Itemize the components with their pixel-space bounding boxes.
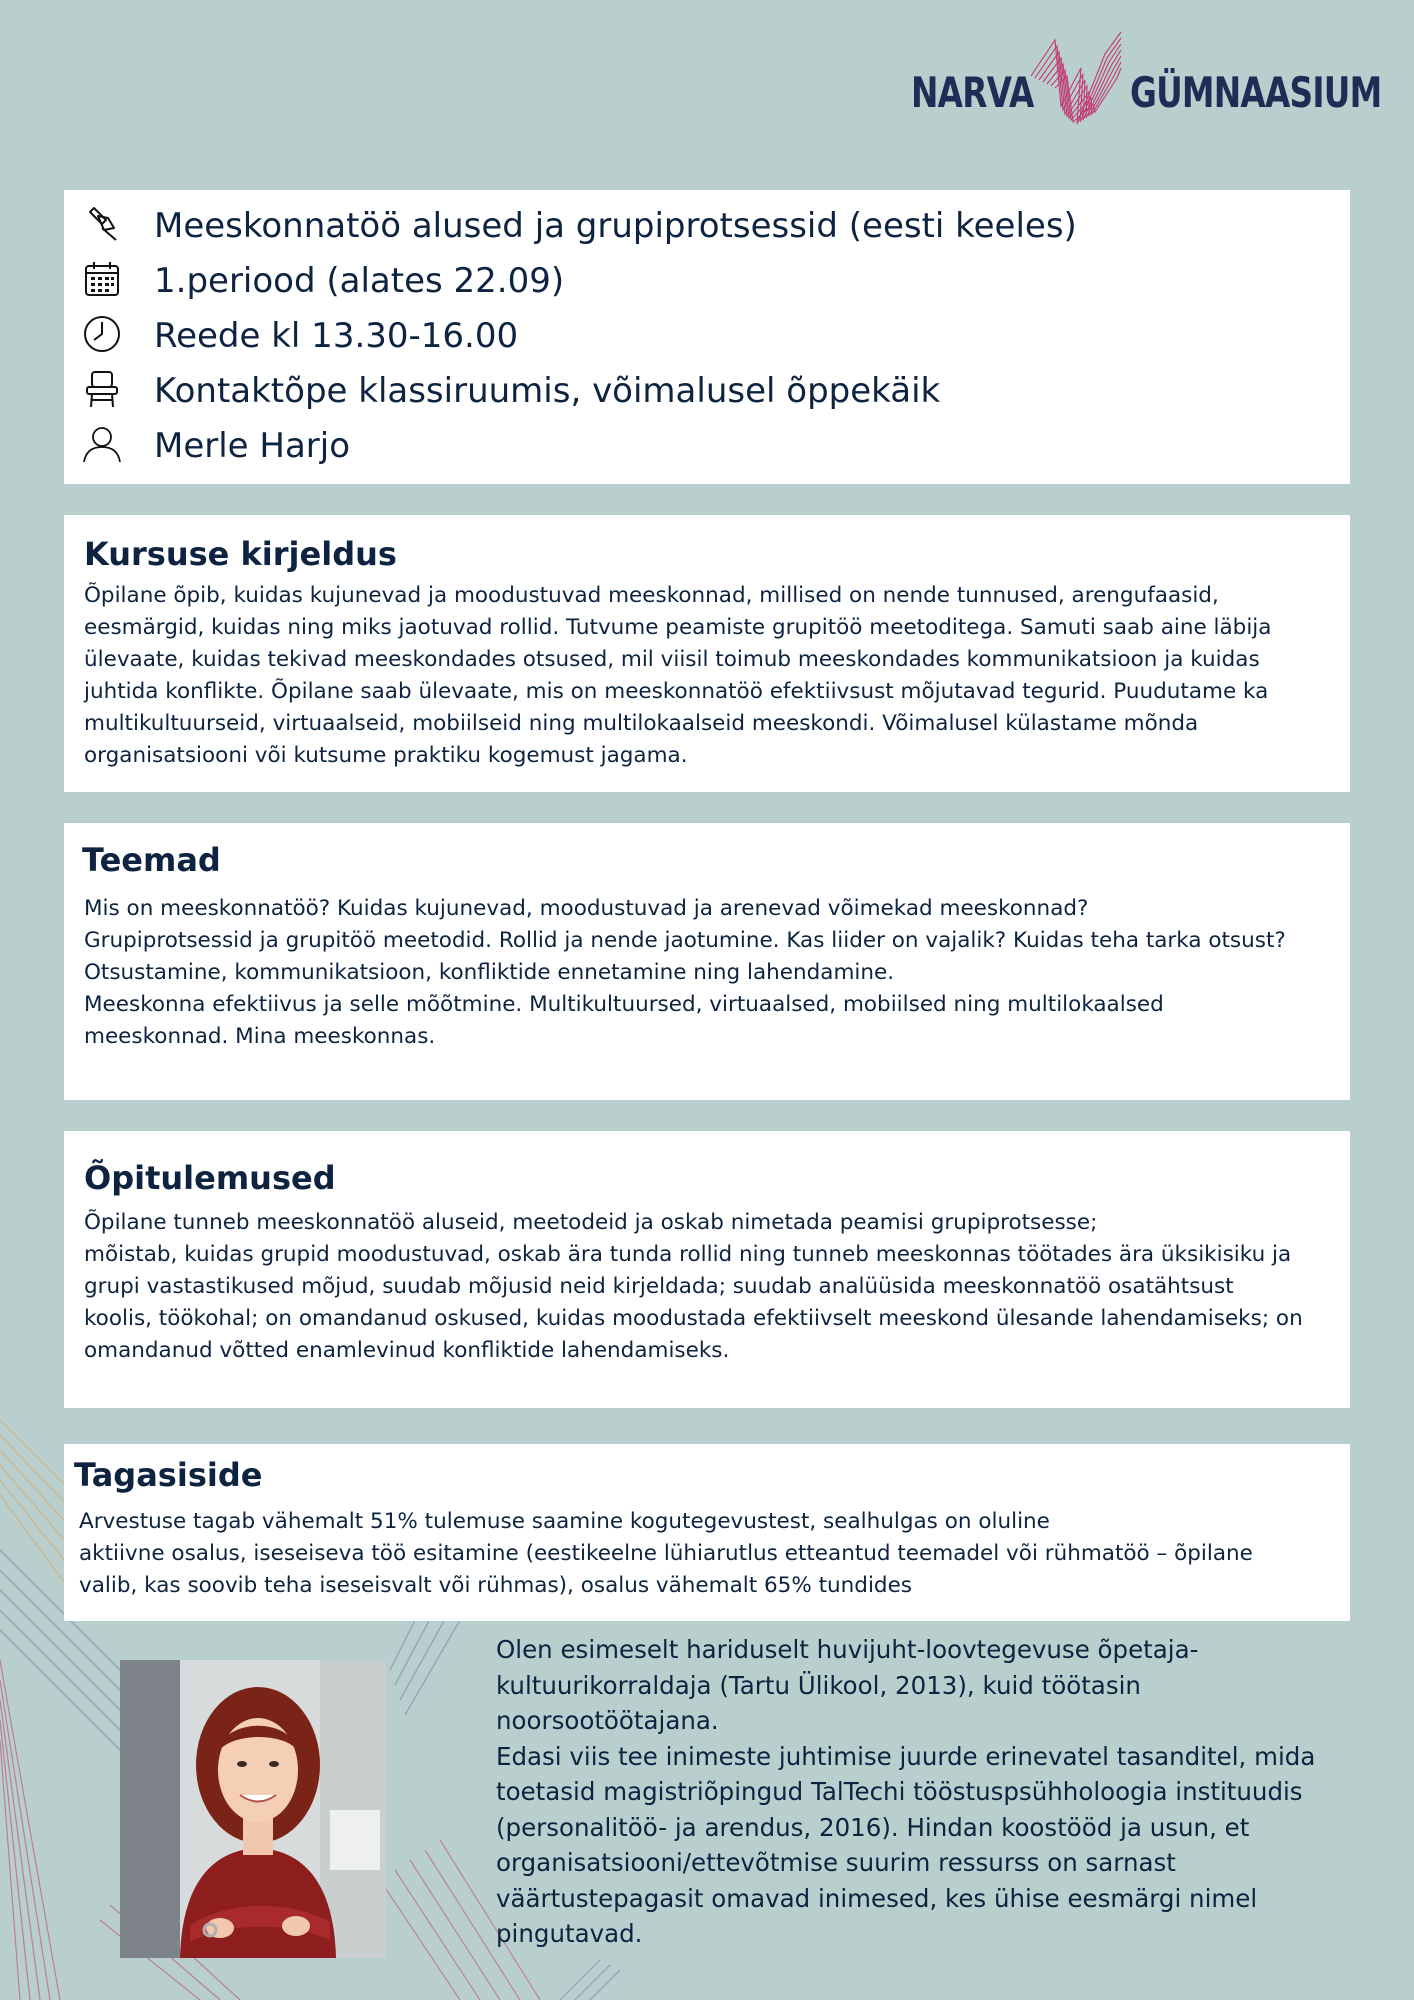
course-teacher: Merle Harjo <box>154 426 351 466</box>
topics-title: Teemad <box>82 841 221 879</box>
topics-text: Mis on meeskonnatöö? Kuidas kujunevad, moodustuvad ja arenevad võimekad meeskonnad? Grupiprotsessid ja grupitöö meetodid. Rollid ja nende jaotumine. Kas liider on vajalik? Kuidas teha tarka otsust? Otsustamine, kommunikatsioon, konfliktide ennetamine ning lahendamine. Meeskonna efektiivus ja selle mõõtmine. Multikultuursed, virtuaalsed, mobiilsed ning multilokaalsed meeskonnad. Mina meeskonnas. <box>84 896 1286 1049</box>
feedback-card <box>64 1444 1350 1621</box>
info-row-teacher <box>64 420 1350 474</box>
logo-mark-icon <box>1025 28 1125 128</box>
course-period: 1.periood (alates 22.09) <box>154 261 565 301</box>
feedback-text: Arvestuse tagab vähemalt 51% tulemuse saamine kogutegevustest, sealhulgas on oluline aktiivne osalus, iseseiseva töö esitamine (eestikeelne lühiarutlus etteantud teemadel või rühmatöö – õpilane valib, kas soovib teha iseseisvalt või rühmas), osalus vähemalt 65% tundides <box>79 1509 1253 1598</box>
pin-icon <box>82 204 122 244</box>
info-row-period <box>64 255 1350 309</box>
teacher-photo <box>120 1660 386 1958</box>
topics-card <box>64 823 1350 1100</box>
teacher-bio: Olen esimeselt hariduselt huvijuht-loovtegevuse õpetaja- kultuurikorraldaja (Tartu Ülikool, 2013), kuid töötasin noorsootöötajana. Edasi viis tee inimeste juhtimise juurde erinevatel tasanditel, mida toetasid magistriõpingud TalTechi tööstuspsühholoogia instituudis (personalitöö- ja arendus, 2016). Hindan koostööd ja usun, et organisatsiooni/ettevõtmise suurim ressurss on sarnast väärtustepagasit omavad inimesed, kes ühise eesmärgi nimel pingutavad. <box>496 1635 1316 1948</box>
course-title: Meeskonnatöö alused ja grupiprotsessid (eesti keeles) <box>154 206 1077 246</box>
outcomes-card <box>64 1131 1350 1408</box>
info-row-course <box>64 200 1350 254</box>
chair-icon <box>82 369 122 409</box>
info-row-time <box>64 310 1350 364</box>
feedback-title: Tagasiside <box>74 1456 263 1494</box>
logo-word-narva: NARVA <box>911 68 1034 117</box>
logo-word-gymnaasium: GÜMNAASIUM <box>1130 68 1382 117</box>
description-text: Õpilane õpib, kuidas kujunevad ja moodustuvad meeskonnad, millised on nende tunnused, arengufaasid, eesmärgid, kuidas ning miks jaotuvad rollid. Tutvume peamiste grupitöö meetoditega. Samuti saab aine läbija ülevaate, kuidas tekivad meeskondades otsused, mil viisil toimub meeskondades kommunikatsioon ja kuidas juhtida konflikte. Õpilane saab ülevaate, mis on meeskonnatöö efektiivsust mõjutavad tegurid. Puudutame ka multikultuurseid, virtuaalseid, mobiilseid ning multilokaalseid meeskondi. Võimalusel külastame mõnda organisatsiooni või kutsume praktiku kogemust jagama. <box>84 583 1272 768</box>
calendar-icon <box>82 259 122 299</box>
course-info-card <box>64 190 1350 484</box>
school-logo <box>905 28 1382 128</box>
outcomes-text: Õpilane tunneb meeskonnatöö aluseid, meetodeid ja oskab nimetada peamisi grupiprotsesse; mõistab, kuidas grupid moodustuvad, oskab ära tunda rollid ning tunneb meeskonnas töötades ära üksikisiku ja grupi vastastikused mõjud, suudab mõjusid neid kirjeldada; suudab analüüsida meeskonnatöö osatähtsust koolis, töökohal; on omandanud oskused, kuidas moodustada efektiivselt meeskond ülesande lahendamiseks; on omandanud võtted enamlevinud konfliktide lahendamiseks. <box>84 1210 1303 1363</box>
outcomes-title: Õpitulemused <box>84 1159 336 1197</box>
course-time: Reede kl 13.30-16.00 <box>154 316 519 356</box>
info-row-location <box>64 365 1350 419</box>
description-card <box>64 515 1350 792</box>
description-title: Kursuse kirjeldus <box>84 535 397 573</box>
clock-icon <box>82 314 122 354</box>
course-location: Kontaktõpe klassiruumis, võimalusel õppekäik <box>154 371 941 411</box>
person-icon <box>82 424 122 464</box>
